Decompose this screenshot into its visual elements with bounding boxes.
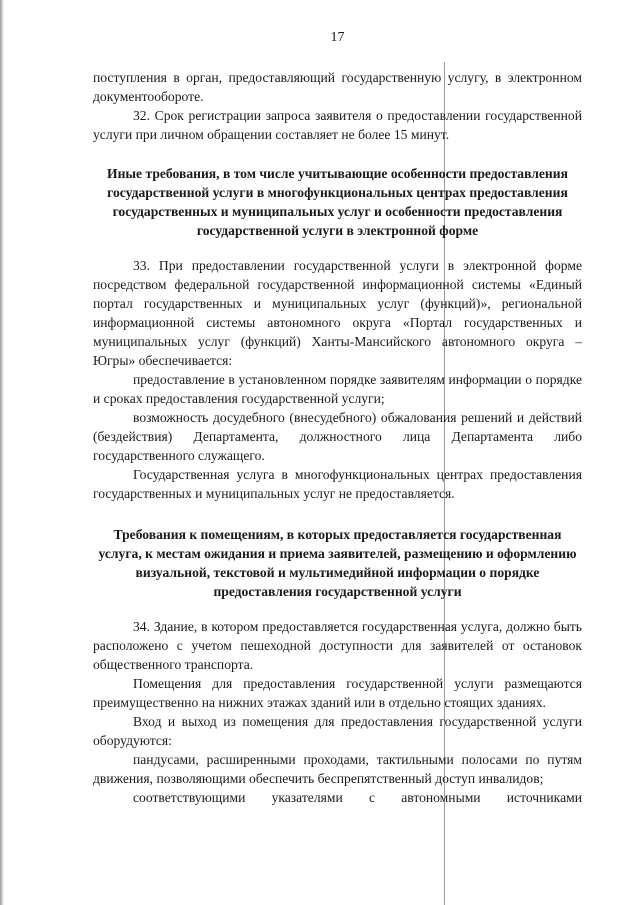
paragraph-entrance: Вход и выход из помещения для предоставления государственной услуги оборудуются:: [93, 714, 582, 748]
section-heading-premises-requirements: Требования к помещениям, в которых предоставляется государственная услуга, к местам ожидания и приема заявителей, размещению и оформлению визуальной, текстовой и мультимедийной информации о порядке предоставления государственной услуги: [98, 527, 577, 599]
page-content: [93, 28, 582, 807]
paragraph-33-item-information: предоставление в установленном порядке заявителям информации о порядке и сроках предоставления государственной услуги;: [93, 372, 582, 406]
paragraph-33-item-appeal: возможность досудебного (внесудебного) обжалования решений и действий (бездействия) Департамента, должностного лица Департамента либо государственного служащего.: [93, 410, 582, 463]
paragraph-34: 34. Здание, в котором предоставляется государственная услуга, должно быть расположено с учетом пешеходной доступности для заявителей от остановок общественного транспорта.: [93, 619, 582, 672]
paragraph-signs: соответствующими указателями с автономными источниками: [133, 790, 582, 805]
paragraph-intro: поступления в орган, предоставляющий государственную услугу, в электронном документообороте.: [93, 70, 582, 104]
page-number: 17: [330, 30, 345, 45]
section-heading-other-requirements: Иные требования, в том числе учитывающие особенности предоставления государственной услуги в многофункциональных центрах предоставления государственных и муниципальных услуг и особенности предоставления государственной услуги в электронной форме: [107, 166, 568, 238]
paragraph-mfc: Государственная услуга в многофункциональных центрах предоставления государственных и муниципальных услуг не предоставляется.: [93, 467, 582, 501]
paragraph-32: 32. Срок регистрации запроса заявителя о предоставлении государственной услуги при личном обращении составляет не более 15 минут.: [93, 108, 582, 142]
paragraph-premises: Помещения для предоставления государственной услуги размещаются преимущественно на нижних этажах зданий или в отдельно стоящих зданиях.: [93, 676, 582, 710]
scan-left-edge: [0, 0, 4, 905]
paragraph-33: 33. При предоставлении государственной услуги в электронной форме посредством федеральной государственной информационной системы «Единый портал государственных и муниципальных услуг (функций)», региональной информационной системы автономного округа «Портал государственных и муниципальных услуг (функций) Ханты-Мансийского автономного округа – Югры» обеспечивается:: [93, 258, 582, 368]
paragraph-ramps: пандусами, расширенными проходами, тактильными полосами по путям движения, позволяющими обеспечить беспрепятственный доступ инвалидов;: [93, 752, 582, 786]
